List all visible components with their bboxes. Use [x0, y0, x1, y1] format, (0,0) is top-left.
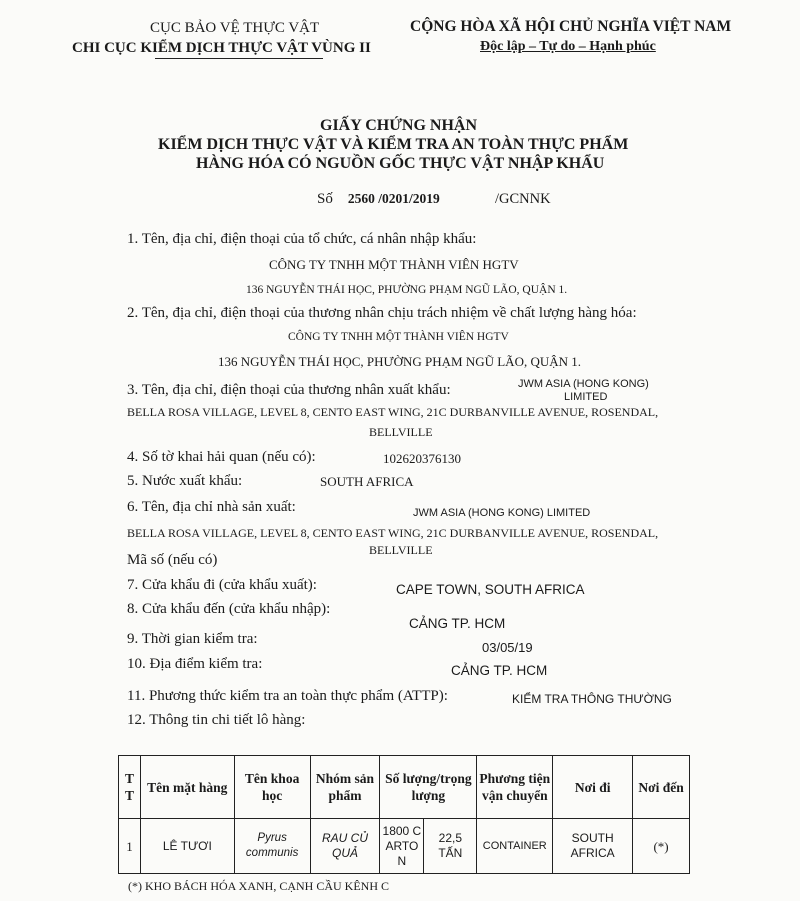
- sub-agency-text: CHI CỤC KIỂM DỊCH THỰC VẬT VÙNG II: [72, 40, 371, 56]
- col-header-to: Nơi đến: [633, 756, 690, 819]
- table-row: [119, 819, 690, 874]
- item-1-name: CÔNG TY TNHH MỘT THÀNH VIÊN HGTV: [269, 257, 519, 272]
- item-6-label: 6. Tên, địa chỉ nhà sản xuất:: [127, 499, 296, 515]
- col-header-group: Nhóm sản phẩm: [310, 756, 380, 819]
- cell-from: SOUTH AFRICA: [553, 819, 633, 874]
- item-6-producer-address-2: BELLVILLE: [369, 543, 433, 557]
- agency-name: CỤC BẢO VỆ THỰC VẬT: [150, 20, 320, 36]
- doc-title-1: GIẤY CHỨNG NHẬN: [320, 117, 478, 134]
- item-8-value: CẢNG TP. HCM: [409, 616, 506, 631]
- cert-number-value: 2560 /0201/2019: [347, 191, 440, 206]
- item-2-name: CÔNG TY TNHH MỘT THÀNH VIÊN HGTV: [288, 331, 509, 343]
- cell-tt: 1: [119, 819, 141, 874]
- sub-agency-underline: [155, 58, 323, 59]
- item-1-label: 1. Tên, địa chỉ, điện thoại của tổ chức, cá nhân nhập khẩu:: [127, 231, 477, 247]
- item-8-label: 8. Cửa khẩu đến (cửa khẩu nhập):: [127, 601, 331, 617]
- col-header-quantity: Số lượng/trọng lượng: [380, 756, 477, 819]
- cargo-table: [118, 755, 690, 874]
- item-5-label: 5. Nước xuất khẩu:: [127, 473, 243, 489]
- doc-title-2: KIỂM DỊCH THỰC VẬT VÀ KIỂM TRA AN TOÀN THỰC PHẨM: [158, 136, 629, 153]
- footnote: (*) KHO BÁCH HÓA XANH, CẠNH CẦU KÊNH C: [128, 879, 389, 893]
- item-3-exporter-address: BELLA ROSA VILLAGE, LEVEL 8, CENTO EAST WING, 21C DURBANVILLE AVENUE, ROSENDAL,: [127, 405, 659, 419]
- col-header-from: Nơi đi: [553, 756, 633, 819]
- col-header-tt: TT: [119, 756, 141, 819]
- col-header-scientific: Tên khoa học: [234, 756, 310, 819]
- motto: Độc lập – Tự do – Hạnh phúc: [480, 39, 656, 54]
- item-9-label: 9. Thời gian kiểm tra:: [127, 631, 258, 647]
- item-10-label: 10. Địa điểm kiểm tra:: [127, 656, 263, 672]
- col-header-transport: Phương tiện vận chuyển: [477, 756, 553, 819]
- item-6-producer-address: BELLA ROSA VILLAGE, LEVEL 8, CENTO EAST WING, 21C DURBANVILLE AVENUE, ROSENDAL,: [127, 526, 659, 540]
- item-7-label: 7. Cửa khẩu đi (cửa khẩu xuất):: [127, 577, 317, 593]
- item-5-value: SOUTH AFRICA: [320, 474, 414, 489]
- nation-name: CỘNG HÒA XÃ HỘI CHỦ NGHĨA VIỆT NAM: [410, 18, 732, 35]
- item-3-label: 3. Tên, địa chỉ, điện thoại của thương nhân xuất khẩu:: [127, 382, 451, 398]
- item-2-address: 136 NGUYỄN THÁI HỌC, PHƯỜNG PHẠM NGŨ LÃO, QUẬN 1.: [218, 354, 582, 369]
- item-10-value: CẢNG TP. HCM: [451, 663, 548, 678]
- item-3-exporter-name-2: LIMITED: [564, 391, 608, 403]
- sub-agency-name: [72, 40, 371, 57]
- table-header-row: [119, 756, 690, 819]
- item-3-exporter-name: JWM ASIA (HONG KONG): [518, 378, 649, 390]
- cell-to: (*): [633, 819, 690, 874]
- item-1-address: 136 NGUYỄN THÁI HỌC, PHƯỜNG PHẠM NGŨ LÃO, QUẬN 1.: [246, 284, 568, 296]
- item-12-label: 12. Thông tin chi tiết lô hàng:: [127, 712, 306, 728]
- item-3-exporter-address-2: BELLVILLE: [369, 425, 433, 439]
- cell-transport: CONTAINER: [477, 819, 553, 874]
- item-4-value: 102620376130: [383, 451, 461, 466]
- item-9-value: 03/05/19: [482, 640, 533, 655]
- col-header-name: Tên mặt hàng: [140, 756, 234, 819]
- cert-number-label: Số: [317, 191, 333, 207]
- cert-number: [317, 191, 440, 208]
- doc-title-3: HÀNG HÓA CÓ NGUỒN GỐC THỰC VẬT NHẬP KHẨU: [196, 155, 605, 172]
- item-11-value: KIỂM TRA THÔNG THƯỜNG: [512, 692, 672, 706]
- item-11-label: 11. Phương thức kiểm tra an toàn thực phẩm (ATTP):: [127, 688, 448, 704]
- cell-weight: 22,5 TẤN: [424, 819, 477, 874]
- item-6-producer-name: JWM ASIA (HONG KONG) LIMITED: [413, 507, 591, 519]
- item-7-value: CAPE TOWN, SOUTH AFRICA: [396, 582, 585, 597]
- item-4-label: 4. Số tờ khai hải quan (nếu có):: [127, 449, 316, 465]
- item-2-label: 2. Tên, địa chỉ, điện thoại của thương nhân chịu trách nhiệm về chất lượng hàng hóa:: [127, 305, 637, 321]
- cert-number-suffix: /GCNNK: [495, 191, 551, 207]
- cell-group: RAU CỦ QUẢ: [310, 819, 380, 874]
- item-6-code-label: Mã số (nếu có): [127, 552, 218, 568]
- cell-name: LÊ TƯƠI: [140, 819, 234, 874]
- cell-qty: 1800 CARTON: [380, 819, 424, 874]
- cell-scientific: Pyrus communis: [234, 819, 310, 874]
